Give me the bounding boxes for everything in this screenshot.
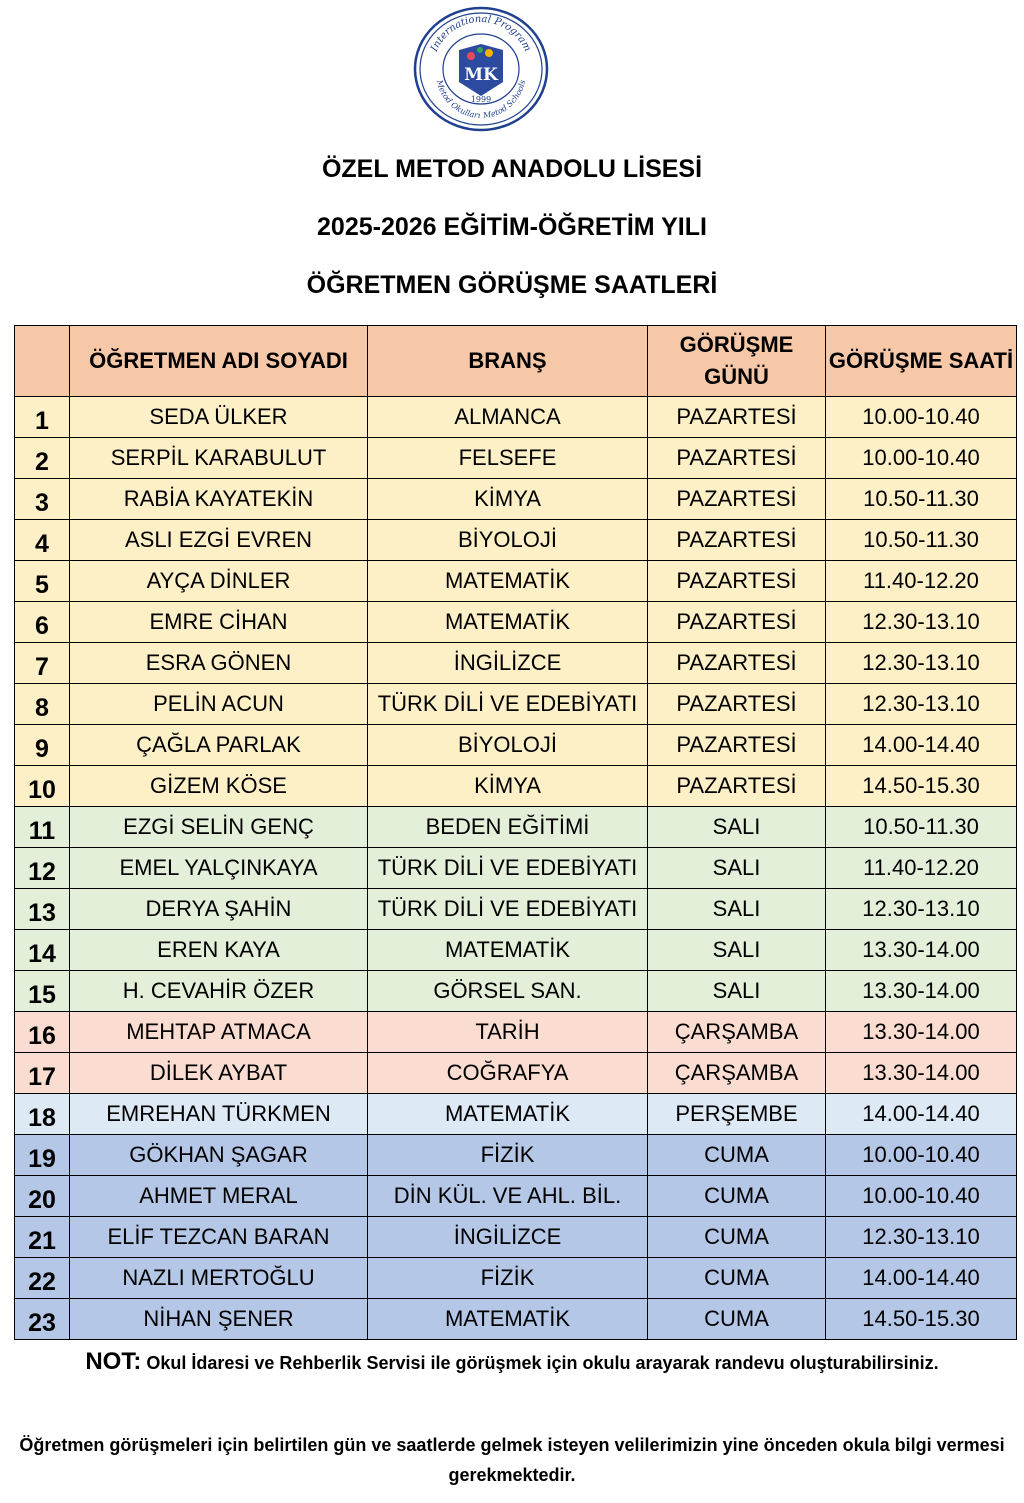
row-number-text: 17 bbox=[28, 1062, 56, 1091]
row-number-text: 13 bbox=[28, 898, 56, 927]
time-cell: 12.30-13.10 bbox=[826, 602, 1017, 643]
branch-cell: MATEMATİK bbox=[368, 1094, 648, 1135]
day-cell: PAZARTESİ bbox=[648, 766, 826, 807]
branch-cell: MATEMATİK bbox=[368, 930, 648, 971]
day-cell: PAZARTESİ bbox=[648, 397, 826, 438]
teacher-name-cell: NİHAN ŞENER bbox=[70, 1299, 368, 1340]
header-meeting-time: GÖRÜŞME SAATİ bbox=[826, 326, 1017, 397]
logo-year: 1999 bbox=[470, 95, 492, 104]
branch-cell: COĞRAFYA bbox=[368, 1053, 648, 1094]
table-row bbox=[15, 930, 1017, 971]
row-number bbox=[15, 1258, 70, 1299]
time-cell: 11.40-12.20 bbox=[826, 561, 1017, 602]
teacher-name-cell: DİLEK AYBAT bbox=[70, 1053, 368, 1094]
branch-cell: İNGİLİZCE bbox=[368, 1217, 648, 1258]
branch-cell: DİN KÜL. VE AHL. BİL. bbox=[368, 1176, 648, 1217]
row-number-text: 12 bbox=[28, 857, 56, 886]
page-header bbox=[0, 140, 1024, 314]
row-number bbox=[15, 1176, 70, 1217]
day-cell: PAZARTESİ bbox=[648, 438, 826, 479]
school-name: ÖZEL METOD ANADOLU LİSESİ bbox=[321, 155, 703, 183]
row-number bbox=[15, 1094, 70, 1135]
teacher-name-cell: AHMET MERAL bbox=[70, 1176, 368, 1217]
row-number bbox=[15, 397, 70, 438]
table-row bbox=[15, 1135, 1017, 1176]
table-row bbox=[15, 602, 1017, 643]
branch-cell: TÜRK DİLİ VE EDEBİYATI bbox=[368, 684, 648, 725]
row-number bbox=[15, 1217, 70, 1258]
header-branch: BRANŞ bbox=[368, 326, 648, 397]
row-number bbox=[15, 848, 70, 889]
table-row bbox=[15, 1299, 1017, 1340]
school-logo bbox=[413, 6, 549, 132]
row-number bbox=[15, 1012, 70, 1053]
time-cell: 14.50-15.30 bbox=[826, 766, 1017, 807]
branch-cell: İNGİLİZCE bbox=[368, 643, 648, 684]
table-row bbox=[15, 1258, 1017, 1299]
row-number bbox=[15, 684, 70, 725]
row-number-text: 5 bbox=[35, 570, 49, 599]
row-number-text: 21 bbox=[28, 1226, 56, 1255]
time-cell: 12.30-13.10 bbox=[826, 889, 1017, 930]
teacher-name-cell: DERYA ŞAHİN bbox=[70, 889, 368, 930]
row-number bbox=[15, 520, 70, 561]
teacher-name-cell: ÇAĞLA PARLAK bbox=[70, 725, 368, 766]
branch-cell: BEDEN EĞİTİMİ bbox=[368, 807, 648, 848]
time-cell: 10.00-10.40 bbox=[826, 438, 1017, 479]
teacher-name-cell: EZGİ SELİN GENÇ bbox=[70, 807, 368, 848]
row-number bbox=[15, 479, 70, 520]
table-row bbox=[15, 889, 1017, 930]
table-row bbox=[15, 397, 1017, 438]
logo-ring-bottom-left-text: Metod Okulları bbox=[434, 78, 481, 121]
row-number-text: 19 bbox=[28, 1144, 56, 1173]
table-header-row bbox=[15, 326, 1017, 397]
day-cell: CUMA bbox=[648, 1217, 826, 1258]
branch-cell: FİZİK bbox=[368, 1135, 648, 1176]
time-cell: 13.30-14.00 bbox=[826, 1053, 1017, 1094]
row-number bbox=[15, 930, 70, 971]
row-number-text: 10 bbox=[28, 775, 56, 804]
time-cell: 10.00-10.40 bbox=[826, 397, 1017, 438]
row-number bbox=[15, 971, 70, 1012]
time-cell: 12.30-13.10 bbox=[826, 1217, 1017, 1258]
day-cell: SALI bbox=[648, 971, 826, 1012]
time-cell: 10.00-10.40 bbox=[826, 1135, 1017, 1176]
row-number-text: 14 bbox=[28, 939, 56, 968]
time-cell: 10.00-10.40 bbox=[826, 1176, 1017, 1217]
logo-ring-bottom-right-text: Metod Schools bbox=[482, 79, 528, 121]
logo-monogram: MK bbox=[464, 65, 498, 85]
table-row bbox=[15, 643, 1017, 684]
row-number-text: 2 bbox=[35, 447, 49, 476]
teacher-name-cell: SERPİL KARABULUT bbox=[70, 438, 368, 479]
row-number-text: 8 bbox=[35, 693, 49, 722]
table-row bbox=[15, 1012, 1017, 1053]
page-title: ÖĞRETMEN GÖRÜŞME SAATLERİ bbox=[306, 271, 718, 299]
branch-cell: FELSEFE bbox=[368, 438, 648, 479]
row-number bbox=[15, 438, 70, 479]
time-cell: 13.30-14.00 bbox=[826, 930, 1017, 971]
row-number bbox=[15, 766, 70, 807]
teacher-name-cell: ELİF TEZCAN BARAN bbox=[70, 1217, 368, 1258]
row-number bbox=[15, 1053, 70, 1094]
row-number-text: 11 bbox=[28, 816, 56, 845]
table-row bbox=[15, 971, 1017, 1012]
row-number bbox=[15, 602, 70, 643]
teacher-name-cell: AYÇA DİNLER bbox=[70, 561, 368, 602]
row-number bbox=[15, 807, 70, 848]
teacher-name-cell: EMEL YALÇINKAYA bbox=[70, 848, 368, 889]
time-cell: 14.50-15.30 bbox=[826, 1299, 1017, 1340]
table-row bbox=[15, 725, 1017, 766]
table-row bbox=[15, 684, 1017, 725]
branch-cell: KİMYA bbox=[368, 766, 648, 807]
day-cell: PAZARTESİ bbox=[648, 684, 826, 725]
branch-cell: KİMYA bbox=[368, 479, 648, 520]
teacher-name-cell: GÖKHAN ŞAGAR bbox=[70, 1135, 368, 1176]
table-row bbox=[15, 561, 1017, 602]
table-row bbox=[15, 438, 1017, 479]
header-number bbox=[15, 326, 70, 397]
time-cell: 12.30-13.10 bbox=[826, 684, 1017, 725]
row-number bbox=[15, 725, 70, 766]
time-cell: 13.30-14.00 bbox=[826, 971, 1017, 1012]
branch-cell: MATEMATİK bbox=[368, 561, 648, 602]
branch-cell: BİYOLOJİ bbox=[368, 725, 648, 766]
table-row bbox=[15, 1176, 1017, 1217]
day-cell: PAZARTESİ bbox=[648, 479, 826, 520]
note-label: NOT: bbox=[85, 1348, 142, 1375]
row-number bbox=[15, 1299, 70, 1340]
teacher-name-cell: MEHTAP ATMACA bbox=[70, 1012, 368, 1053]
day-cell: SALI bbox=[648, 848, 826, 889]
day-cell: PAZARTESİ bbox=[648, 602, 826, 643]
branch-cell: TÜRK DİLİ VE EDEBİYATI bbox=[368, 848, 648, 889]
branch-cell: BİYOLOJİ bbox=[368, 520, 648, 561]
header-teacher-name: ÖĞRETMEN ADI SOYADI bbox=[70, 326, 368, 397]
table-row bbox=[15, 479, 1017, 520]
row-number-text: 18 bbox=[28, 1103, 56, 1132]
day-cell: SALI bbox=[648, 807, 826, 848]
teacher-name-cell: EREN KAYA bbox=[70, 930, 368, 971]
row-number bbox=[15, 889, 70, 930]
teacher-name-cell: SEDA ÜLKER bbox=[70, 397, 368, 438]
header-meeting-day: GÖRÜŞME GÜNÜ bbox=[648, 326, 826, 397]
teacher-name-cell: EMRE CİHAN bbox=[70, 602, 368, 643]
row-number-text: 9 bbox=[35, 734, 49, 763]
table-row bbox=[15, 1053, 1017, 1094]
teacher-name-cell: ESRA GÖNEN bbox=[70, 643, 368, 684]
branch-cell: ALMANCA bbox=[368, 397, 648, 438]
time-cell: 11.40-12.20 bbox=[826, 848, 1017, 889]
row-number bbox=[15, 643, 70, 684]
branch-cell: MATEMATİK bbox=[368, 1299, 648, 1340]
day-cell: PERŞEMBE bbox=[648, 1094, 826, 1135]
table-row bbox=[15, 1094, 1017, 1135]
time-cell: 14.00-14.40 bbox=[826, 1258, 1017, 1299]
time-cell: 10.50-11.30 bbox=[826, 807, 1017, 848]
teacher-name-cell: H. CEVAHİR ÖZER bbox=[70, 971, 368, 1012]
teacher-name-cell: GİZEM KÖSE bbox=[70, 766, 368, 807]
day-cell: SALI bbox=[648, 889, 826, 930]
row-number-text: 7 bbox=[35, 652, 49, 681]
note-appointment-text: Okul İdaresi ve Rehberlik Servisi ile görüşmek için okulu arayarak randevu oluşturabilirsiniz. bbox=[146, 1353, 939, 1373]
row-number-text: 16 bbox=[28, 1021, 56, 1050]
time-cell: 10.50-11.30 bbox=[826, 520, 1017, 561]
table-row bbox=[15, 807, 1017, 848]
table-row bbox=[15, 520, 1017, 561]
day-cell: PAZARTESİ bbox=[648, 725, 826, 766]
row-number bbox=[15, 1135, 70, 1176]
time-cell: 14.00-14.40 bbox=[826, 1094, 1017, 1135]
day-cell: SALI bbox=[648, 930, 826, 971]
row-number-text: 3 bbox=[35, 488, 49, 517]
branch-cell: TÜRK DİLİ VE EDEBİYATI bbox=[368, 889, 648, 930]
teacher-name-cell: RABİA KAYATEKİN bbox=[70, 479, 368, 520]
teacher-name-cell: EMREHAN TÜRKMEN bbox=[70, 1094, 368, 1135]
branch-cell: MATEMATİK bbox=[368, 602, 648, 643]
time-cell: 12.30-13.10 bbox=[826, 643, 1017, 684]
note-appointment bbox=[0, 1346, 1024, 1379]
table-row bbox=[15, 766, 1017, 807]
branch-cell: TARİH bbox=[368, 1012, 648, 1053]
day-cell: PAZARTESİ bbox=[648, 643, 826, 684]
teacher-name-cell: ASLI EZGİ EVREN bbox=[70, 520, 368, 561]
teacher-name-cell: PELİN ACUN bbox=[70, 684, 368, 725]
row-number bbox=[15, 561, 70, 602]
row-number-text: 23 bbox=[28, 1308, 56, 1337]
row-number-text: 4 bbox=[35, 529, 49, 558]
time-cell: 13.30-14.00 bbox=[826, 1012, 1017, 1053]
logo-ring-top-text: International Program bbox=[429, 13, 533, 54]
teacher-name-cell: NAZLI MERTOĞLU bbox=[70, 1258, 368, 1299]
note-parents: Öğretmen görüşmeleri için belirtilen gün ve saatlerde gelmek isteyen velilerimizin yine önceden okula bilgi vermesi gerekmektedir. bbox=[19, 1435, 1005, 1485]
table-row bbox=[15, 848, 1017, 889]
branch-cell: FİZİK bbox=[368, 1258, 648, 1299]
row-number-text: 22 bbox=[28, 1267, 56, 1296]
table-body bbox=[15, 397, 1017, 1340]
day-cell: CUMA bbox=[648, 1176, 826, 1217]
day-cell: CUMA bbox=[648, 1258, 826, 1299]
row-number-text: 20 bbox=[28, 1185, 56, 1214]
schedule-table bbox=[14, 325, 1017, 1340]
time-cell: 14.00-14.40 bbox=[826, 725, 1017, 766]
day-cell: PAZARTESİ bbox=[648, 520, 826, 561]
day-cell: PAZARTESİ bbox=[648, 561, 826, 602]
day-cell: CUMA bbox=[648, 1299, 826, 1340]
row-number-text: 6 bbox=[35, 611, 49, 640]
row-number-text: 15 bbox=[28, 980, 56, 1009]
row-number-text: 1 bbox=[35, 406, 49, 435]
time-cell: 10.50-11.30 bbox=[826, 479, 1017, 520]
day-cell: ÇARŞAMBA bbox=[648, 1053, 826, 1094]
branch-cell: GÖRSEL SAN. bbox=[368, 971, 648, 1012]
day-cell: ÇARŞAMBA bbox=[648, 1012, 826, 1053]
academic-year: 2025-2026 EĞİTİM-ÖĞRETİM YILI bbox=[317, 213, 707, 241]
table-row bbox=[15, 1217, 1017, 1258]
day-cell: CUMA bbox=[648, 1135, 826, 1176]
